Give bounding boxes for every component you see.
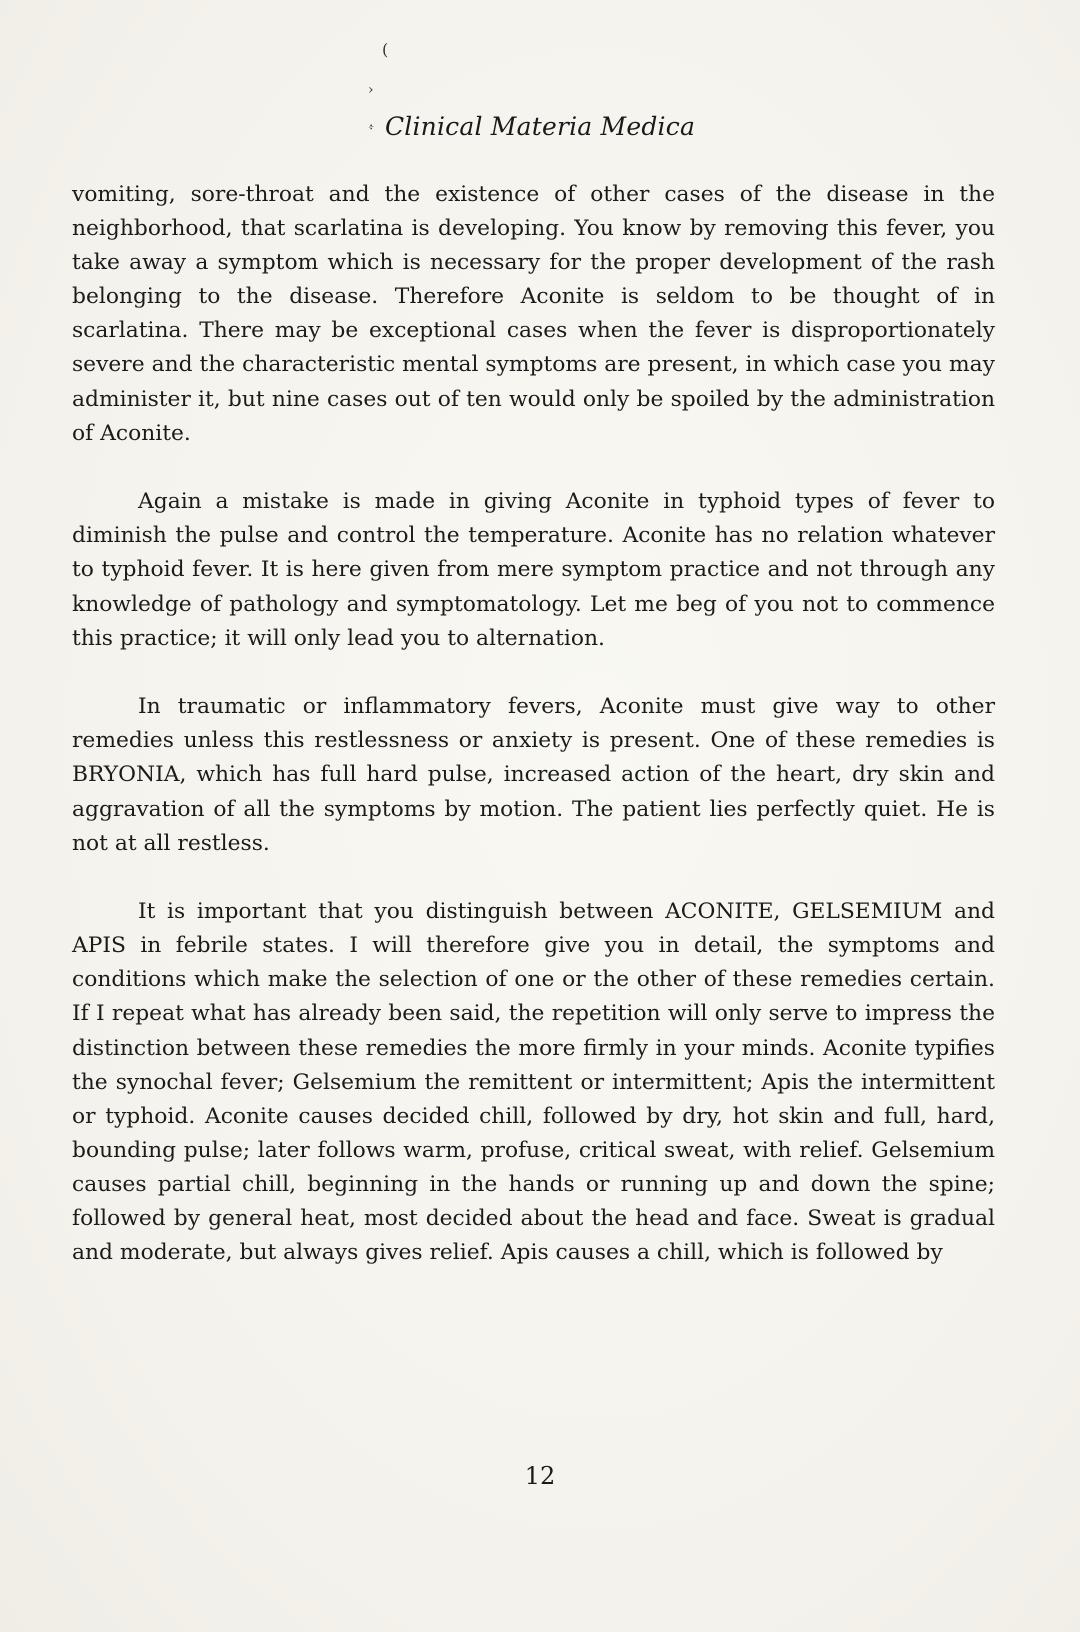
- paragraph: It is important that you distinguish between ACONITE, GELSEMIUM and APIS in febrile states. I will therefore give you in detail, the symptoms and conditions which make the selection of one or the other of these remedies certain. If I repeat what has already been said, the repetition will only serve to impress the distinction between these remedies the more firmly in your minds. Aconite typifies the synochal fever; Gelsemium the remittent or intermittent; Apis the intermittent or typhoid. Aconite causes decided chill, followed by dry, hot skin and full, hard, bounding pulse; later follows warm, profuse, critical sweat, with relief. Gelsemium causes partial chill, beginning in the hands or running up and down the spine; followed by general heat, most decided about the head and face. Sweat is gradual and moderate, but always gives relief. Apis causes a chill, which is followed by: [72, 899, 995, 1266]
- stray-mark: (: [382, 40, 389, 59]
- page-number: 12: [524, 1462, 556, 1490]
- paragraph: vomiting, sore-throat and the existence of other cases of the disease in the neighborhood, that scarlatina is developing. You know by removing this fever, you take away a symptom which is necessary for the proper development of the rash belonging to the disease. Therefore Aconite is seldom to be thought of in scarlatina. There may be exceptional cases when the fever is disproportionately severe and the characteristic mental symptoms are present, in which case you may administer it, but nine cases out of ten would only be spoiled by the administration of Aconite.: [72, 182, 995, 446]
- paragraph: Again a mistake is made in giving Aconite in typhoid types of fever to diminish the pulse and control the temperature. Aconite has no relation whatever to typhoid fever. It is here given from mere symptom practice and not through any knowledge of pathology and symptomatology. Let me beg of you not to commence this practice; it will only lead you to alternation.: [72, 489, 995, 651]
- stray-mark: ›: [368, 82, 374, 98]
- stray-mark: ፥: [368, 120, 375, 134]
- paragraph: In traumatic or inflammatory fevers, Aconite must give way to other remedies unless this restlessness or anxiety is present. One of these remedies is BRYONIA, which has full hard pulse, increased action of the heart, dry skin and aggravation of all the symptoms by motion. The patient lies perfectly quiet. He is not at all restless.: [72, 694, 995, 856]
- running-header: Clinical Materia Medica: [384, 112, 696, 141]
- body-text: [72, 178, 995, 1270]
